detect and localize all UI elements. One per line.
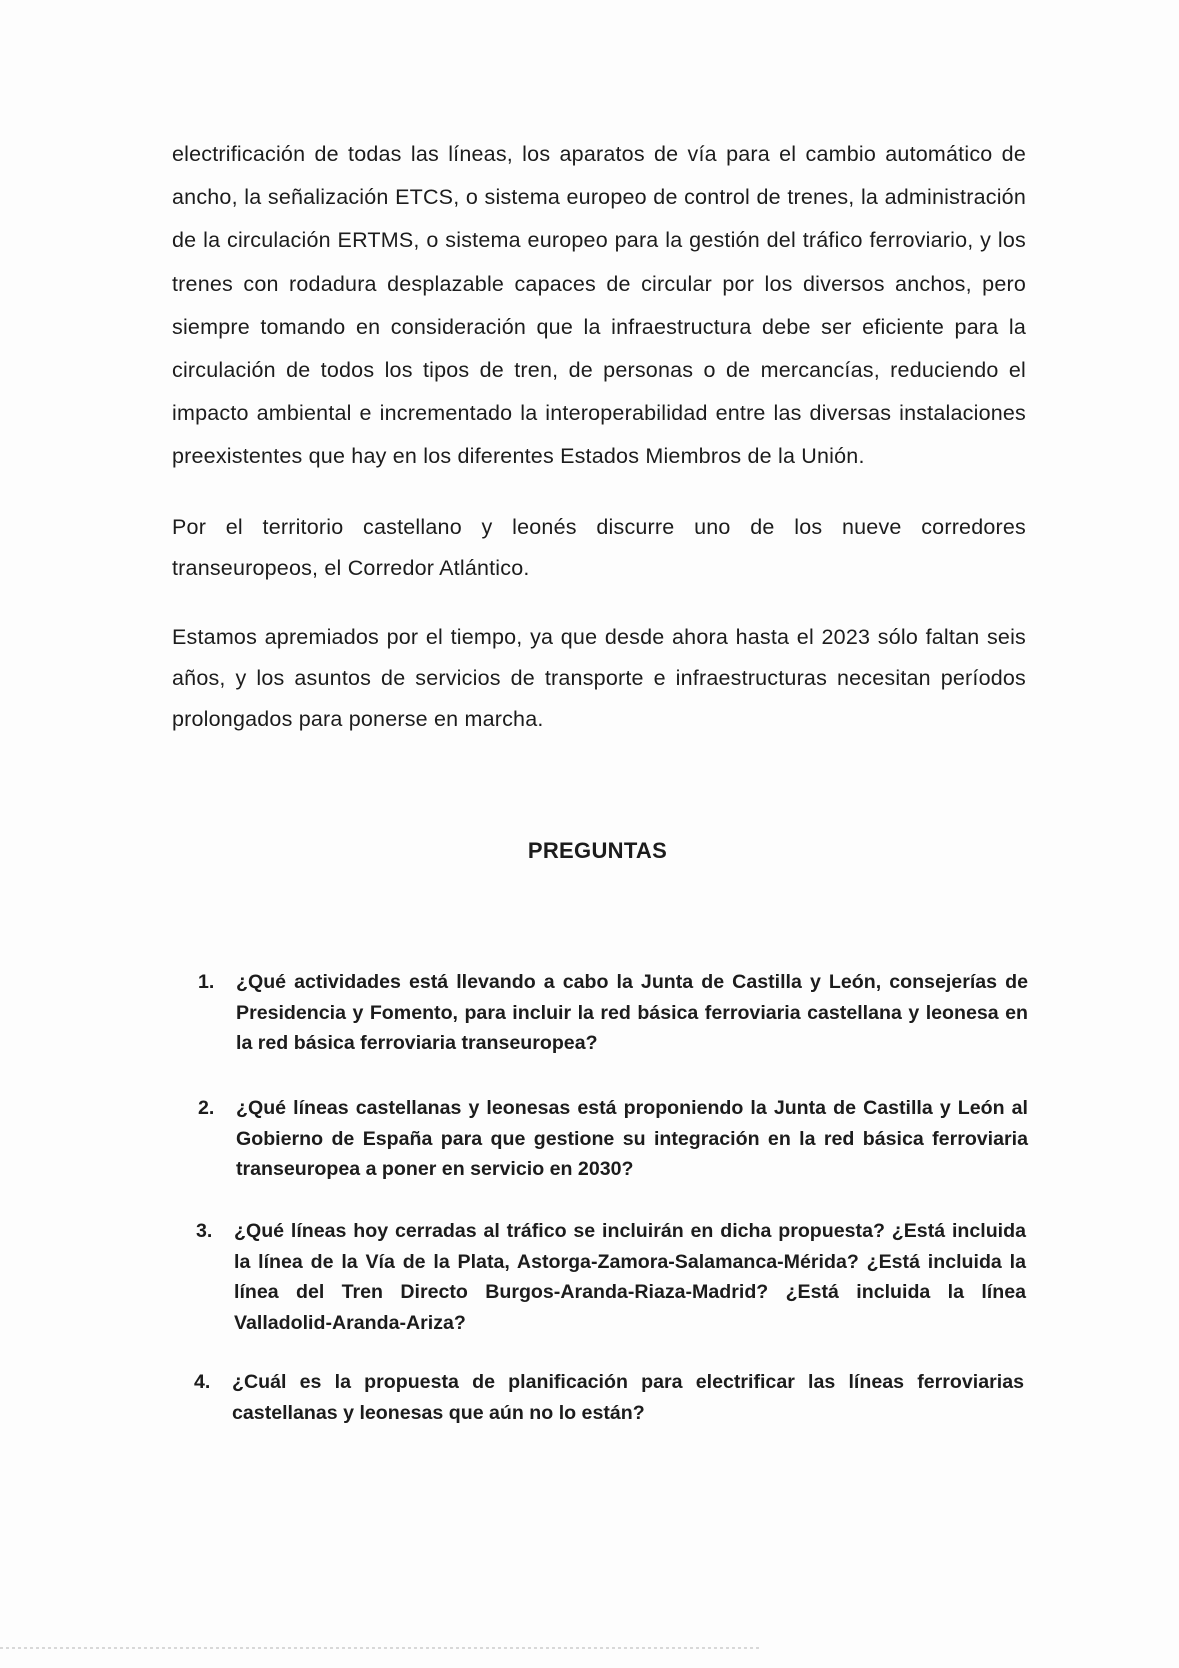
question-text: ¿Qué actividades está llevando a cabo la Junta de Castilla y León, consejerías de Presidencia y Fomento, para incluir la red básica ferroviaria castellana y leonesa en la red básica ferroviaria transeuropea? — [236, 971, 1028, 1054]
question-number: 4. — [194, 1371, 211, 1393]
question-item — [198, 967, 1028, 1059]
question-number: 1. — [198, 971, 215, 993]
paragraph-time-pressure: Estamos apremiados por el tiempo, ya que desde ahora hasta el 2023 sólo faltan seis años, y los asuntos de servicios de transporte e infraestructuras necesitan períodos prolongados para ponerse en marcha. — [172, 625, 1026, 731]
scan-artifact-line — [0, 1647, 760, 1649]
section-heading-preguntas: PREGUNTAS — [527, 838, 668, 863]
question-text: ¿Qué líneas hoy cerradas al tráfico se incluirán en dicha propuesta? ¿Está incluida la línea de la Vía de la Plata, Astorga-Zamora-Salamanca-Mérida? ¿Está incluida la línea del Tren Directo Burgos-Aranda-Riaza-Madrid? ¿Está incluida la línea Valladolid-Aranda-Ariza? — [234, 1220, 1026, 1334]
question-text: ¿Cuál es la propuesta de planificación para electrificar las líneas ferroviarias castellanas y leonesas que aún no lo están? — [232, 1371, 1024, 1424]
question-text: ¿Qué líneas castellanas y leonesas está proponiendo la Junta de Castilla y León al Gobierno de España para que gestione su integración en la red básica ferroviaria transeuropea a poner en servicio en 2030? — [236, 1097, 1028, 1180]
paragraph-electrification: electrificación de todas las líneas, los aparatos de vía para el cambio automático de ancho, la señalización ETCS, o sistema europeo de control de trenes, la administración de la circulación ERTMS, o sistema europeo para la gestión del tráfico ferroviario, y los trenes con rodadura desplazable capaces de circular por los diversos anchos, pero siempre tomando en consideración que la infraestructura debe ser eficiente para la circulación de todos los tipos de tren, de personas o de mercancías, reduciendo el impacto ambiental e incrementado la interoperabilidad entre las diversas instalaciones preexistentes que hay en los diferentes Estados Miembros de la Unión. — [172, 142, 1026, 469]
question-item — [198, 1093, 1028, 1185]
paragraph-atlantic-corridor: Por el territorio castellano y leonés discurre uno de los nueve corredores transeuropeos, el Corredor Atlántico. — [172, 515, 1026, 580]
question-number: 2. — [198, 1097, 215, 1119]
question-item — [196, 1216, 1026, 1338]
question-number: 3. — [196, 1220, 213, 1242]
question-item — [194, 1367, 1024, 1428]
